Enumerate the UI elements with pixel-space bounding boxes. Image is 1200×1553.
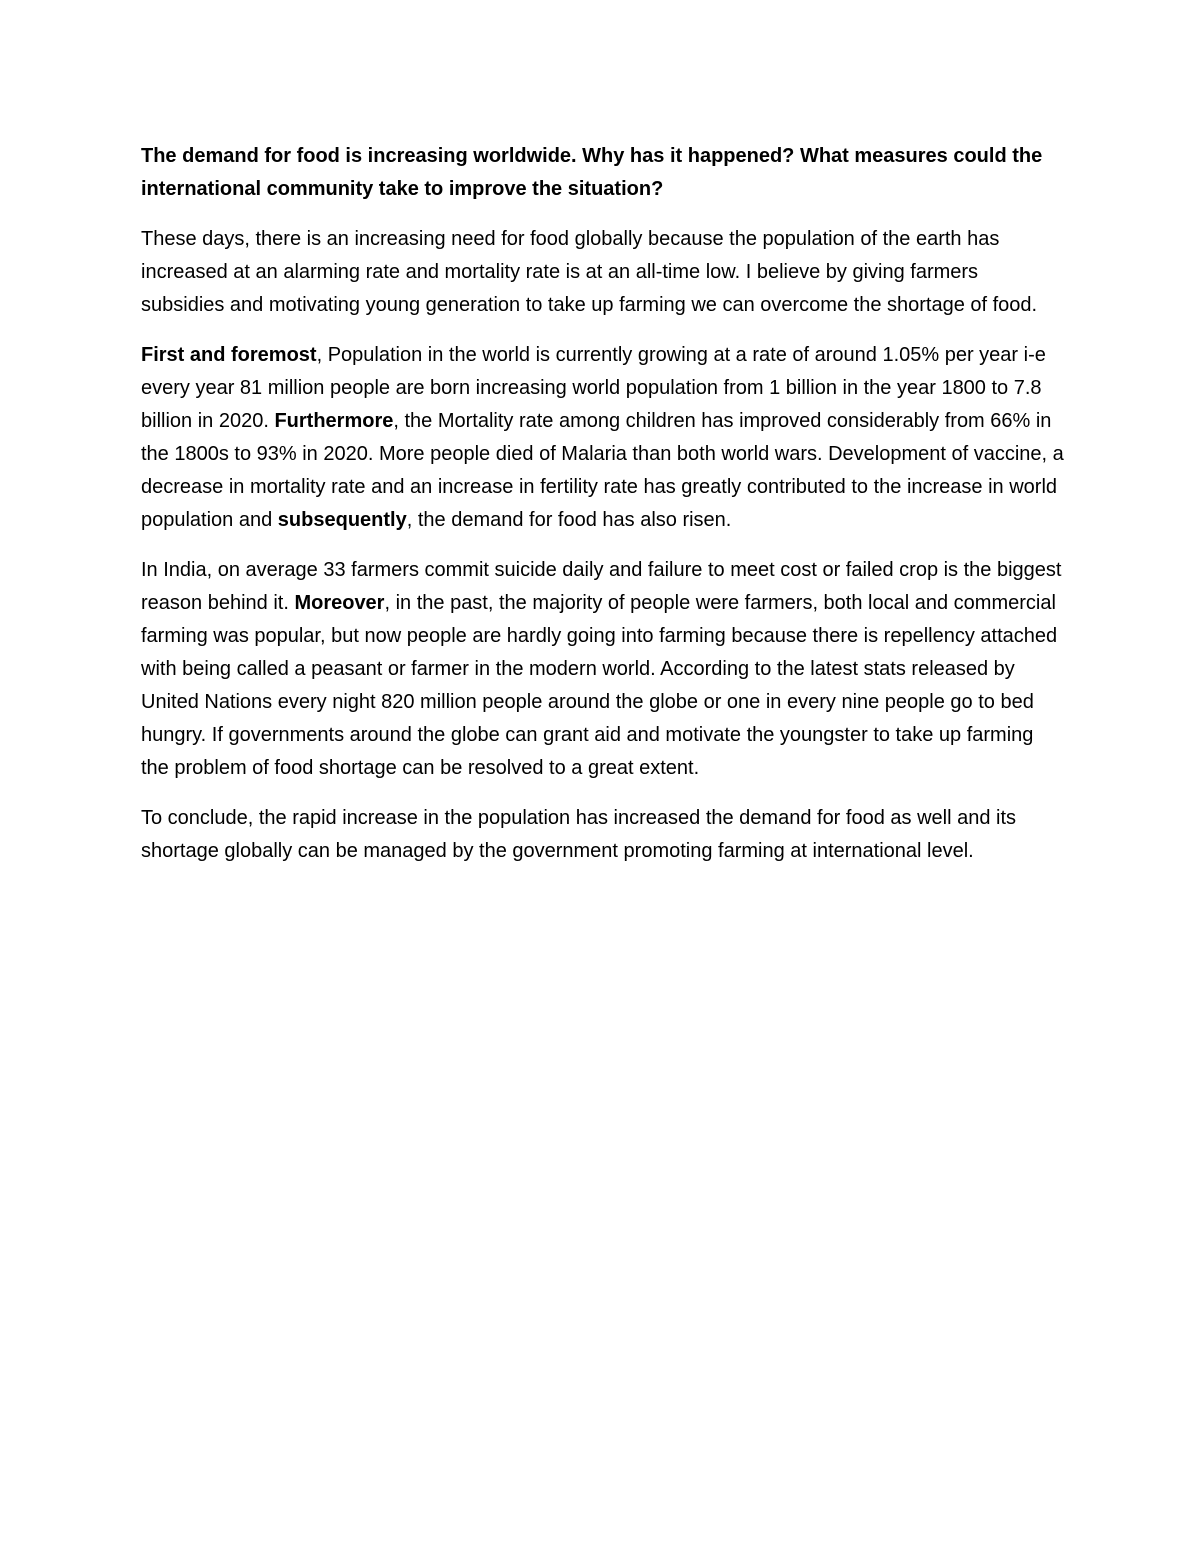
essay-question: The demand for food is increasing worldwide. Why has it happened? What measures could the international community take to improve the situation? bbox=[141, 145, 1043, 200]
body-paragraph-1-text-a: , Population in the world is currently growing at a rate of around 1.05% per year i-e every year 81 million people are born increasing world population from 1 billion in the year 1800 to 7.8 billion in 2020. bbox=[141, 344, 1046, 432]
introduction-paragraph: These days, there is an increasing need for food globally because the population of the earth has increased at an alarming rate and mortality rate is at an all-time low. I believe by giving farmers subsidies and motivating young generation to take up farming we can overcome the shortage of food. bbox=[141, 228, 1038, 316]
transition-subsequently: subsequently bbox=[277, 509, 407, 531]
body-paragraph-2-text-b: , in the past, the majority of people were farmers, both local and commercial farming was popular, but now people are hardly going into farming because there is repellency attached with being called a peasant or farmer in the modern world. According to the latest stats released by United Nations every night 820 million people around the globe or one in every nine people go to bed hungry. If governments around the globe can grant aid and motivate the youngster to take up farming the problem of food shortage can be resolved to a great extent. bbox=[141, 592, 1058, 779]
transition-moreover: Moreover bbox=[294, 592, 385, 614]
conclusion-paragraph: To conclude, the rapid increase in the population has increased the demand for food as well and its shortage globally can be managed by the government promoting farming at international level. bbox=[141, 807, 1016, 862]
body-paragraph-1-text-b: , the Mortality rate among children has improved considerably from 66% in the 1800s to 93% in 2020. More people died of Malaria than both world wars. Development of vaccine, a decrease in mortality rate and an increase in fertility rate has greatly contributed to the increase in world population and bbox=[141, 410, 1064, 531]
body-paragraph-2 bbox=[141, 554, 1066, 785]
body-paragraph-1-text-c: , the demand for food has also risen. bbox=[406, 509, 732, 531]
essay-content bbox=[141, 140, 1066, 885]
transition-furthermore: Furthermore bbox=[274, 410, 394, 432]
body-paragraph-2-text-a: In India, on average 33 farmers commit suicide daily and failure to meet cost or failed crop is the biggest reason behind it. bbox=[141, 559, 1062, 614]
transition-first-and-foremost: First and foremost bbox=[141, 344, 317, 366]
body-paragraph-1 bbox=[141, 339, 1066, 537]
